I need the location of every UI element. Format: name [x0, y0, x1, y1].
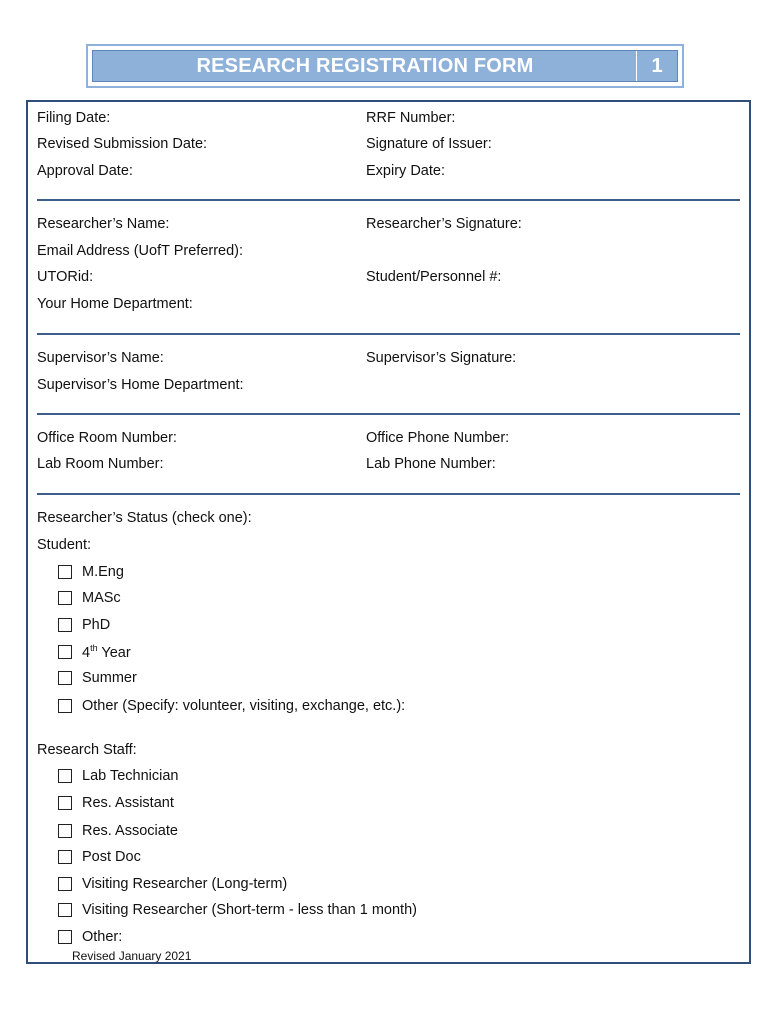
- checkbox-label: Lab Technician: [82, 768, 179, 784]
- utorid-field[interactable]: UTORid:: [37, 269, 94, 285]
- section-divider: [37, 413, 740, 415]
- form-header-bar: [92, 50, 678, 82]
- signature-of-issuer-field[interactable]: Signature of Issuer:: [366, 136, 492, 152]
- checkbox-icon[interactable]: [58, 850, 72, 864]
- checkbox-label: MASc: [82, 590, 121, 606]
- office-room-field[interactable]: Office Room Number:: [37, 430, 177, 446]
- form-header: [86, 44, 684, 88]
- checkbox-student-other[interactable]: [58, 697, 405, 715]
- revised-submission-date-field[interactable]: Revised Submission Date:: [37, 136, 208, 152]
- checkbox-label: Res. Associate: [82, 823, 178, 839]
- checkbox-visiting-short[interactable]: [58, 901, 417, 919]
- approval-date-field[interactable]: Approval Date:: [37, 163, 133, 179]
- fourth-year-suffix: Year: [97, 644, 131, 661]
- checkbox-icon[interactable]: [58, 565, 72, 579]
- form-title: RESEARCH REGISTRATION FORM: [196, 54, 534, 77]
- page-number: 1: [636, 51, 677, 81]
- checkbox-label: Other:: [82, 929, 123, 945]
- fourth-year-number: 4: [82, 644, 91, 661]
- checkbox-icon[interactable]: [58, 796, 72, 810]
- checkbox-icon[interactable]: [58, 645, 72, 659]
- supervisors-home-department-field[interactable]: Supervisor’s Home Department:: [37, 377, 244, 393]
- checkbox-label: Visiting Researcher (Short-term - less than 1 month): [82, 902, 417, 918]
- checkbox-4th-year[interactable]: [58, 643, 131, 661]
- checkbox-icon[interactable]: [58, 618, 72, 632]
- status-heading: Researcher’s Status (check one):: [37, 510, 252, 526]
- checkbox-phd[interactable]: [58, 616, 110, 634]
- checkbox-post-doc[interactable]: [58, 848, 141, 866]
- office-phone-field[interactable]: Office Phone Number:: [366, 430, 510, 446]
- checkbox-icon[interactable]: [58, 903, 72, 917]
- expiry-date-field[interactable]: Expiry Date:: [366, 163, 445, 179]
- checkbox-staff-other[interactable]: [58, 928, 122, 946]
- checkbox-icon[interactable]: [58, 824, 72, 838]
- research-staff-heading: Research Staff:: [37, 742, 137, 758]
- checkbox-label: Res. Assistant: [82, 795, 174, 811]
- email-address-field[interactable]: Email Address (UofT Preferred):: [37, 243, 244, 259]
- checkbox-label: Other (Specify: volunteer, visiting, exchange, etc.):: [82, 698, 406, 714]
- checkbox-res-associate[interactable]: [58, 822, 178, 840]
- checkbox-label: [82, 643, 131, 661]
- researchers-name-field[interactable]: Researcher’s Name:: [37, 216, 170, 232]
- checkbox-res-assistant[interactable]: [58, 794, 174, 812]
- supervisors-name-field[interactable]: Supervisor’s Name:: [37, 350, 164, 366]
- checkbox-masc[interactable]: [58, 589, 121, 607]
- home-department-field[interactable]: Your Home Department:: [37, 296, 193, 312]
- filing-date-field[interactable]: Filing Date:: [37, 110, 111, 126]
- fourth-year-sup: th: [90, 643, 98, 654]
- checkbox-icon[interactable]: [58, 769, 72, 783]
- checkbox-label: Post Doc: [82, 849, 141, 865]
- checkbox-icon[interactable]: [58, 671, 72, 685]
- researchers-signature-field[interactable]: Researcher’s Signature:: [366, 216, 522, 232]
- checkbox-label: M.Eng: [82, 564, 124, 580]
- checkbox-visiting-long[interactable]: [58, 875, 287, 893]
- section-divider: [37, 199, 740, 201]
- section-divider: [37, 493, 740, 495]
- checkbox-label: Summer: [82, 670, 137, 686]
- lab-phone-field[interactable]: Lab Phone Number:: [366, 456, 496, 472]
- student-heading: Student:: [37, 537, 92, 553]
- checkbox-lab-technician[interactable]: [58, 767, 178, 785]
- section-divider: [37, 333, 740, 335]
- checkbox-meng[interactable]: [58, 563, 124, 581]
- supervisors-signature-field[interactable]: Supervisor’s Signature:: [366, 350, 517, 366]
- student-personnel-field[interactable]: Student/Personnel #:: [366, 269, 502, 285]
- checkbox-icon[interactable]: [58, 699, 72, 713]
- revision-note: Revised January 2021: [72, 949, 192, 963]
- checkbox-icon[interactable]: [58, 877, 72, 891]
- lab-room-field[interactable]: Lab Room Number:: [37, 456, 164, 472]
- checkbox-icon[interactable]: [58, 591, 72, 605]
- checkbox-label: PhD: [82, 617, 111, 633]
- checkbox-icon[interactable]: [58, 930, 72, 944]
- checkbox-summer[interactable]: [58, 669, 137, 687]
- rrf-number-field[interactable]: RRF Number:: [366, 110, 456, 126]
- checkbox-label: Visiting Researcher (Long-term): [82, 876, 288, 892]
